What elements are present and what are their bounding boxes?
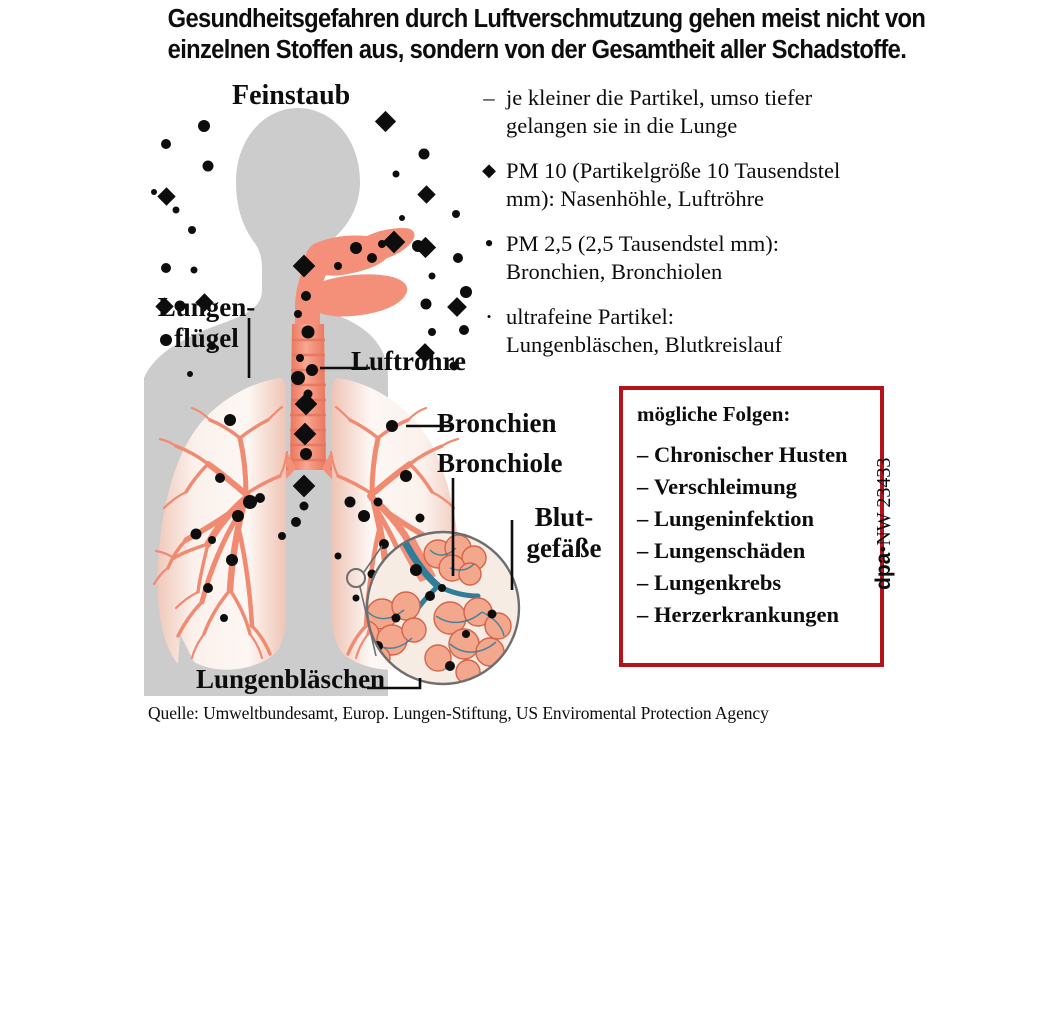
label-lungenfluegel [144, 292, 269, 354]
label-blutgefaesse [509, 502, 619, 564]
dot-marker-icon: • [484, 229, 494, 258]
list-item [637, 503, 880, 535]
label-blutgefaesse-line-2: gefäße [526, 533, 602, 563]
particle-size-bullet-list [478, 84, 918, 376]
dash-marker-icon: – [483, 85, 495, 110]
page-title-line-1: Gesundheitsgefahren durch Luftverschmutzung gehen meist nicht von [167, 5, 926, 33]
page-title-line-2: einzelnen Stoffen aus, sondern von der Gesamtheit aller Schadstoffe. [167, 36, 907, 64]
list-item [478, 230, 918, 285]
bullet-line-2: Bronchien, Bronchiolen [506, 258, 723, 284]
label-bronchien: Bronchien [437, 408, 557, 438]
consequence-label: Chronischer Husten [654, 442, 848, 467]
bullet-line-1: PM 2,5 (2,5 Tausendstel mm): [506, 231, 779, 256]
agency-credit [872, 390, 902, 590]
consequences-list [637, 439, 880, 631]
consequence-label: Herzerkrankungen [654, 602, 839, 627]
dash-marker-icon: – [637, 602, 649, 627]
dash-marker-icon: – [637, 474, 649, 499]
list-item [637, 567, 880, 599]
label-luftroehre: Luftröhre [351, 346, 466, 376]
bullet-line-1: je kleiner die Partikel, umso tiefer [506, 85, 813, 110]
credit-code: NW 23433 [873, 457, 895, 546]
label-lungenfluegel-line-2: flügel [174, 323, 239, 353]
consequences-box-title: mögliche Folgen: [637, 402, 791, 426]
list-item [478, 84, 918, 139]
bullet-line-1: PM 10 (Partikelgröße 10 Tausendstel [506, 158, 841, 183]
label-blutgefaesse-line-1: Blut- [534, 502, 594, 532]
anatomy-illustration [120, 78, 540, 708]
label-bronchiole: Bronchiole [437, 448, 563, 478]
list-item [478, 157, 918, 212]
page-title [167, 4, 926, 66]
label-lungenblaeschen: Lungenbläschen [196, 664, 386, 694]
credit-separator: • [873, 545, 895, 553]
possible-consequences-box [619, 386, 884, 667]
label-feinstaub: Feinstaub [232, 80, 351, 111]
tiny-dot-marker-icon: • [486, 309, 492, 324]
consequence-label: Lungenkrebs [654, 570, 782, 595]
list-item [637, 439, 880, 471]
dash-marker-icon: – [637, 538, 649, 563]
dash-marker-icon: – [637, 506, 649, 531]
consequence-label: Lungeninfektion [654, 506, 815, 531]
source-credit: Quelle: Umweltbundesamt, Europ. Lungen-Stiftung, US Enviromental Protection Agency [148, 703, 769, 723]
bullet-line-2: gelangen sie in die Lunge [506, 112, 738, 138]
bullet-line-2: mm): Nasenhöhle, Luftröhre [506, 185, 765, 211]
label-lungenfluegel-line-1: Lungen- [157, 292, 256, 322]
list-item [478, 303, 918, 358]
bullet-line-1: ultrafeine Partikel: [506, 304, 675, 329]
dash-marker-icon: – [637, 442, 649, 467]
list-item [637, 599, 880, 631]
bullet-line-2: Lungenbläschen, Blutkreislauf [506, 331, 783, 357]
list-item [637, 471, 880, 503]
consequence-label: Verschleimung [654, 474, 797, 499]
diamond-marker-icon: ◆ [482, 160, 496, 180]
agency-name: dpa [872, 552, 895, 590]
list-item [637, 535, 880, 567]
consequence-label: Lungenschäden [654, 538, 806, 563]
dash-marker-icon: – [637, 570, 649, 595]
